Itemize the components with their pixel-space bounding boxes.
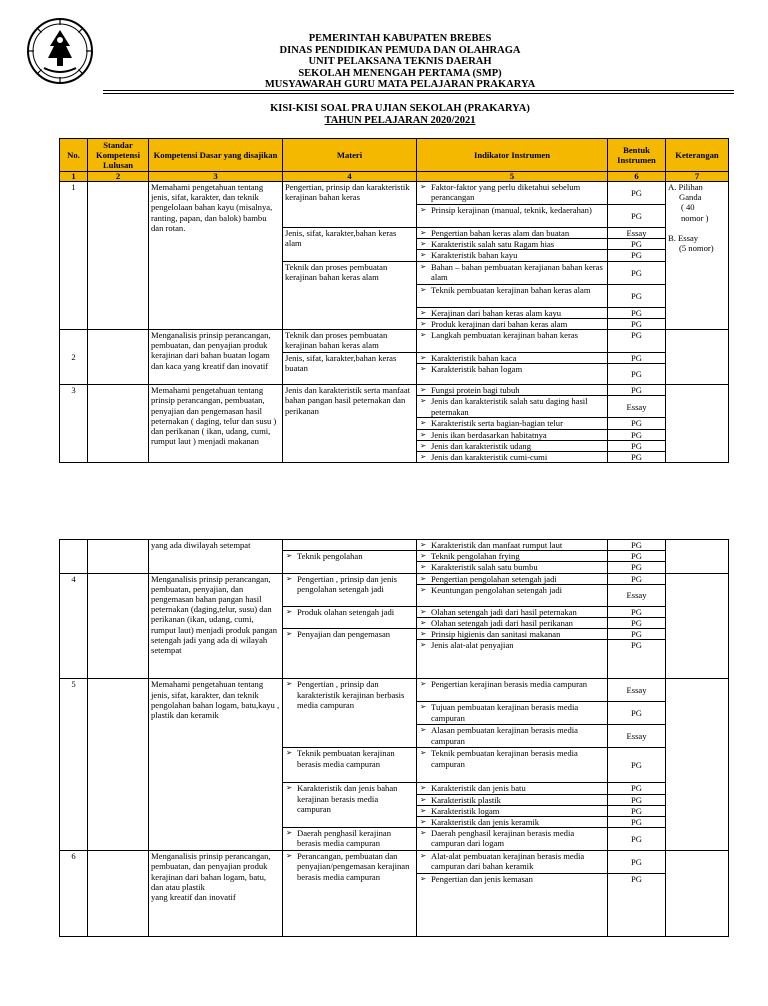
skl-cell: [88, 540, 149, 574]
col-header-bentuk: Bentuk Instrumen: [608, 139, 666, 172]
heading-line: UNIT PELAKSANA TEKNIS DAERAH: [308, 56, 492, 67]
indikator-cell: ➢ Teknik pembuatan kerajinan bahan keras alam: [417, 284, 608, 307]
col-number: 6: [608, 172, 666, 182]
keterangan-line: A. Pilihan: [668, 182, 703, 192]
table-row: [60, 182, 729, 205]
indikator-cell: ➢ Olahan setengah jadi dari hasil perikanan: [417, 618, 608, 629]
heading-line: MUSYAWARAH GURU MATA PELAJARAN PRAKARYA: [264, 79, 536, 90]
bentuk-cell: PG: [608, 573, 666, 584]
title-text: KISI-KISI SOAL PRA UJIAN SEKOLAH (PRAKARYA): [270, 103, 530, 114]
keterangan-line: nomor ): [681, 212, 709, 223]
keterangan-cell: [666, 540, 729, 574]
col-number: 2: [88, 172, 149, 182]
indikator-cell: ➢ Keuntungan pengolahan setengah jadi: [417, 584, 608, 606]
bentuk-cell: PG: [608, 418, 666, 429]
skl-cell: [88, 330, 149, 385]
materi-cell: ➢ Produk olahan setengah jadi: [283, 606, 417, 628]
indikator-cell: ➢ Jenis dan karakteristik salah satu daging hasil peternakan: [417, 396, 608, 418]
bentuk-cell: PG: [608, 440, 666, 451]
keterangan-line: B. Essay: [668, 232, 699, 243]
indikator-cell: ➢ Pengertian pengolahan setengah jadi: [417, 573, 608, 584]
indikator-cell: ➢ Kerajinan dari bahan keras alam kayu: [417, 307, 608, 318]
indikator-cell: ➢ Karakteristik dan manfaat rumput laut: [417, 540, 608, 551]
materi-cell: ➢ Penyajian dan pengemasan: [283, 629, 417, 679]
col-number: 1: [60, 172, 88, 182]
indikator-cell: ➢ Pengertian kerajinan berasis media campuran: [417, 679, 608, 702]
row-number: 3: [60, 385, 88, 463]
column-number-row: [60, 172, 729, 182]
indikator-cell: ➢ Teknik pengolahan frying: [417, 551, 608, 562]
indikator-cell: ➢ Karakteristik bahan kaca: [417, 353, 608, 364]
col-header-skl: Standar Kompetensi Lulusan: [88, 139, 149, 172]
grid-table-page-1: [59, 138, 729, 463]
bentuk-cell: PG: [608, 629, 666, 640]
keterangan-cell: [666, 851, 729, 937]
table-row: [60, 679, 729, 702]
bentuk-cell: PG: [608, 618, 666, 629]
kd-text-continued: yang kreatif dan inovatif: [151, 892, 236, 903]
bentuk-cell: PG: [608, 429, 666, 440]
header-divider: [103, 90, 734, 91]
indikator-cell: ➢ Fungsi protein bagi tubuh: [417, 385, 608, 396]
bentuk-cell: Essay: [608, 396, 666, 418]
indikator-cell: ➢ Karakteristik plastik: [417, 794, 608, 805]
indikator-cell: ➢ Karakteristik bahan logam: [417, 364, 608, 385]
keterangan-line: (5 nomor): [679, 243, 714, 254]
kd-cell: Menganalisis prinsip perancangan, pembuatan, dan penyajian produk kerajinan dari bahan buatan logam dan kaca yang kreatif dan inovatif: [149, 330, 283, 385]
materi-cell: Jenis, sifat, karakter,bahan keras buatan: [283, 353, 417, 385]
bentuk-cell: PG: [608, 606, 666, 617]
bentuk-cell: PG: [608, 828, 666, 851]
bentuk-cell: PG: [608, 261, 666, 284]
kd-cell: Memahami pengetahuan tentang jenis, sifat, karakter, dan teknik pengelolaan bahan kayu (misalnya, ranting, papan, dan balok) bambu dan rotan.: [149, 182, 283, 330]
bentuk-cell: Essay: [608, 679, 666, 702]
row-number: [60, 540, 88, 574]
indikator-cell: ➢ Pengertian bahan keras alam dan buatan: [417, 228, 608, 239]
indikator-cell: ➢ Tujuan pembuatan kerajinan berasis media campuran: [417, 702, 608, 725]
indikator-cell: ➢ Karakteristik dan jenis batu: [417, 783, 608, 794]
indikator-cell: ➢ Jenis dan karakteristik cumi-cumi: [417, 452, 608, 463]
col-number: 7: [666, 172, 729, 182]
bentuk-cell: PG: [608, 562, 666, 573]
row-number: 5: [60, 679, 88, 851]
heading-line: DINAS PENDIDIKAN PEMUDA DAN OLAHRAGA: [279, 44, 521, 56]
bentuk-cell: PG: [608, 874, 666, 937]
kd-cell: [149, 851, 283, 937]
indikator-cell: ➢ Prinsip higienis dan sanitasi makanan: [417, 629, 608, 640]
keterangan-cell: [666, 679, 729, 851]
col-number: 5: [417, 172, 608, 182]
bentuk-cell: PG: [608, 702, 666, 725]
bentuk-cell: PG: [608, 205, 666, 228]
skl-cell: [88, 182, 149, 330]
bentuk-cell: PG: [608, 748, 666, 783]
col-header-keterangan: Keterangan: [666, 139, 729, 172]
materi-cell: ➢ Karakteristik dan jenis bahan kerajinan berasis media campuran: [283, 783, 417, 828]
bentuk-cell: PG: [608, 540, 666, 551]
bentuk-cell: PG: [608, 239, 666, 250]
indikator-cell: ➢ Karakteristik logam: [417, 805, 608, 816]
grid-table-page-2: [59, 539, 729, 937]
indikator-cell: ➢ Alasan pembuatan kerajinan berasis media campuran: [417, 725, 608, 748]
header-divider-thin: [103, 93, 734, 94]
bentuk-cell: PG: [608, 794, 666, 805]
indikator-cell: ➢ Daerah penghasil kerajinan berasis media campuran dari logam: [417, 828, 608, 851]
kd-cell: yang ada diwilayah setempat: [149, 540, 283, 574]
bentuk-cell: Essay: [608, 584, 666, 606]
table-row: [60, 851, 729, 874]
table-row: [60, 385, 729, 396]
table-row: [60, 330, 729, 353]
indikator-cell: ➢ Faktor-faktor yang perlu diketahui sebelum perancangan: [417, 182, 608, 205]
keterangan-line: ( 40: [681, 202, 695, 213]
materi-cell: ➢ Perancangan, pembuatan dan penyajian/pengemasan kerajinan berasis media campuran: [283, 851, 417, 937]
table-header-row: [60, 139, 729, 172]
bentuk-cell: PG: [608, 817, 666, 828]
materi-cell: [283, 540, 417, 551]
materi-cell: Jenis dan karakteristik serta manfaat bahan pangan hasil peternakan dan perikanan: [283, 385, 417, 463]
bentuk-cell: PG: [608, 640, 666, 679]
row-number: 6: [60, 851, 88, 937]
indikator-cell: ➢ Bahan – bahan pembuatan kerajianan bahan keras alam: [417, 261, 608, 284]
materi-cell: Teknik dan proses pembuatan kerajinan bahan keras alam: [283, 330, 417, 353]
skl-cell: [88, 679, 149, 851]
bentuk-cell: PG: [608, 318, 666, 329]
materi-cell: ➢ Teknik pengolahan: [283, 551, 417, 573]
materi-cell: ➢ Daerah penghasil kerajinan berasis media campuran: [283, 828, 417, 851]
keterangan-cell: [666, 385, 729, 463]
bentuk-cell: PG: [608, 385, 666, 396]
indikator-cell: ➢ Jenis alat-alat penyajian: [417, 640, 608, 679]
col-header-no: No.: [60, 139, 88, 172]
kd-cell: Memahami pengetahuan tentang prinsip perancangan, pembuatan, penyajian dan pengemasan hasil peternakan ( daging, telur dan susu ) dan perikanan ( ikan, udang, cumi, rumput laut ) menjadi makanan: [149, 385, 283, 463]
materi-cell: ➢ Pengertian , prinsip dan karakteristik kerajinan berbasis media campuran: [283, 679, 417, 748]
bentuk-cell: PG: [608, 307, 666, 318]
skl-cell: [88, 385, 149, 463]
indikator-cell: ➢ Prinsip kerajinan (manual, teknik, kedaerahan): [417, 205, 608, 228]
bentuk-cell: PG: [608, 182, 666, 205]
row-number: 4: [60, 573, 88, 679]
col-number: 3: [149, 172, 283, 182]
indikator-cell: ➢ Karakteristik serta bagian-bagian telur: [417, 418, 608, 429]
skl-cell: [88, 851, 149, 937]
col-header-materi: Materi: [283, 139, 417, 172]
document-title: [120, 103, 680, 126]
bentuk-cell: PG: [608, 452, 666, 463]
table-row: [60, 540, 729, 551]
materi-cell: Jenis, sifat, karakter,bahan keras alam: [283, 228, 417, 262]
bentuk-cell: PG: [608, 250, 666, 261]
keterangan-line: Ganda: [679, 192, 702, 203]
indikator-cell: ➢ Teknik pembuatan kerajinan berasis media campuran: [417, 748, 608, 783]
bentuk-cell: PG: [608, 330, 666, 353]
materi-cell: ➢ Teknik pembuatan kerajinan berasis media campuran: [283, 748, 417, 783]
bentuk-cell: Essay: [608, 725, 666, 748]
bentuk-cell: PG: [608, 551, 666, 562]
indikator-cell: ➢ Jenis dan karakteristik udang: [417, 440, 608, 451]
indikator-cell: ➢ Olahan setengah jadi dari hasil peternakan: [417, 606, 608, 617]
bentuk-cell: PG: [608, 783, 666, 794]
indikator-cell: ➢ Karakteristik salah satu Ragam hias: [417, 239, 608, 250]
kd-text: Menganalisis prinsip perancangan, pembuatan, dan penyajian produk kerajinan dari bahan logam, batu, dan atau plastik: [151, 851, 271, 892]
indikator-cell: ➢ Produk kerajinan dari bahan keras alam: [417, 318, 608, 329]
keterangan-cell: [666, 182, 729, 330]
bentuk-cell: PG: [608, 364, 666, 385]
bentuk-cell: PG: [608, 851, 666, 874]
institution-heading: [120, 33, 680, 91]
bentuk-cell: PG: [608, 805, 666, 816]
materi-cell: Teknik dan proses pembuatan kerajinan bahan keras alam: [283, 261, 417, 329]
materi-cell: ➢ Pengertian , prinsip dan jenis pengolahan setengah jadi: [283, 573, 417, 606]
materi-cell: Pengertian, prinsip dan karakteristik kerajinan bahan keras: [283, 182, 417, 228]
skl-cell: [88, 573, 149, 679]
bentuk-cell: Essay: [608, 228, 666, 239]
heading-line: PEMERINTAH KABUPATEN BREBES: [308, 33, 492, 44]
indikator-cell: ➢ Pengertian dan jenis kemasan: [417, 874, 608, 937]
heading-line: SEKOLAH MENENGAH PERTAMA (SMP): [298, 67, 502, 79]
kd-cell: Menganalisis prinsip perancangan, pembuatan, penyajian, dan pengemasan bahan pangan hasil peternakan (daging,telur, susu) dan perikanan (ikan, udang, cumi, rumput laut) menjadi produk pangan setengah jadi yang ada di wilayah setempat: [149, 573, 283, 679]
indikator-cell: ➢ Alat-alat pembuatan kerajinan berasis media campuran dari bahan keramik: [417, 851, 608, 874]
indikator-cell: ➢ Karakteristik dan jenis keramik: [417, 817, 608, 828]
bentuk-cell: PG: [608, 284, 666, 307]
kd-cell: Memahami pengetahuan tentang jenis, sifat, karakter, dan teknik pengolahan bahan logam, batu,kayu , plastik dan keramik: [149, 679, 283, 851]
indikator-cell: ➢ Jenis ikan berdasarkan habitatnya: [417, 429, 608, 440]
col-number: 4: [283, 172, 417, 182]
academic-year: TAHUN PELAJARAN 2020/2021: [324, 114, 476, 126]
indikator-cell: ➢ Karakteristik salah satu bumbu: [417, 562, 608, 573]
col-header-kd: Kompetensi Dasar yang disajikan: [149, 139, 283, 172]
indikator-cell: ➢ Langkah pembuatan kerajinan bahan keras: [417, 330, 608, 353]
row-number: 2: [60, 330, 88, 385]
brebes-emblem-icon: [26, 16, 94, 86]
bentuk-cell: PG: [608, 353, 666, 364]
indikator-cell: ➢ Karakteristik bahan kayu: [417, 250, 608, 261]
row-number: 1: [60, 182, 88, 330]
table-row: [60, 573, 729, 584]
keterangan-cell: [666, 330, 729, 385]
col-header-indikator: Indikator Instrumen: [417, 139, 608, 172]
keterangan-cell: [666, 573, 729, 679]
document-header: [0, 0, 768, 100]
